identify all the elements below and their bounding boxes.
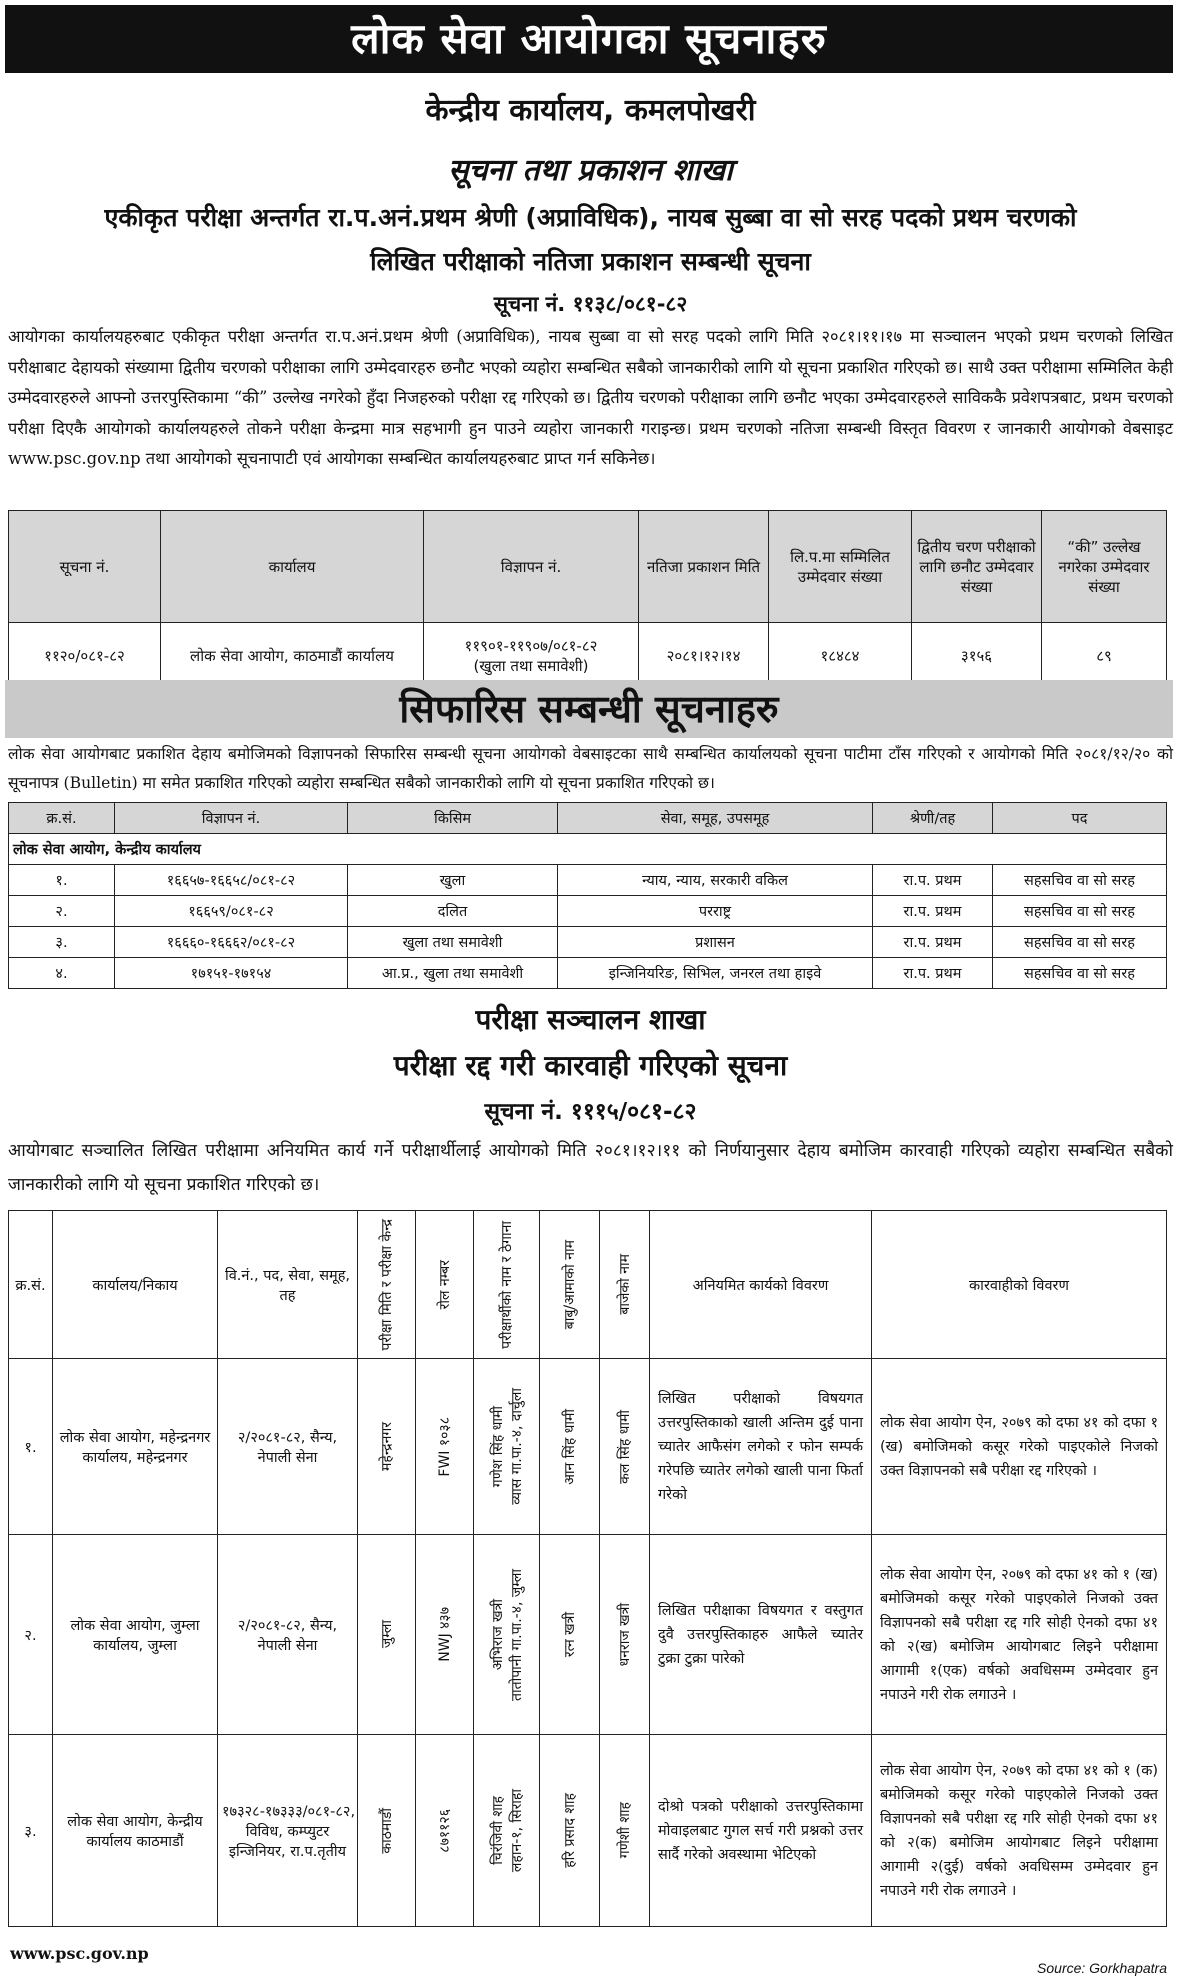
header-roll-text: रोल नम्बर [437,1259,453,1310]
cell-office: लोक सेवा आयोग, केन्द्रीय कार्यालय काठमाडौं [53,1735,218,1927]
header-advertisement: वि.नं., पद, सेवा, समूह, तह [218,1211,358,1359]
header-irregular: अनियमित कार्यको विवरण [650,1211,872,1359]
group-label: लोक सेवा आयोग, केन्द्रीय कार्यालय [9,834,1167,865]
parent-name: आन सिंह धामी [562,1408,578,1485]
cell-post: सहसचिव वा सो सरह [993,958,1167,989]
cell-irregular: दोश्रो पत्रको परीक्षाको उत्तरपुस्तिकामा मोवाइलबाट गुगल सर्च गरी प्रश्नको उत्तर सार्दै गरेको अवस्थामा भेटिएको [650,1735,872,1927]
cell-advertisement: २/२०८१-८२, सैन्य, नेपाली सेना [218,1359,358,1535]
cell-level: रा.प. प्रथम [873,896,993,927]
cell-selected: ३१५६ [912,623,1042,689]
cell-type: खुला तथा समावेशी [348,927,558,958]
header-participants: लि.प.मा सम्मिलित उम्मेदवार संख्या [769,511,912,623]
cell-irregular: लिखित परीक्षाको विषयगत उत्तरपुस्तिकाको खाली अन्तिम दुई पाना च्यातेर आफैसंग लगेको र फोन सम्पर्क गरेपछि च्यातेर लगेको खाली पाना फिर्ता गरेको [650,1359,872,1535]
banner-title: लोक सेवा आयोगका सूचनाहरु [5,5,1173,73]
recommendation-body: लोक सेवा आयोगबाट प्रकाशित देहाय बमोजिमको विज्ञापनको सिफारिस सम्बन्धी सूचना आयोगको वेबसाइटका साथै सम्बन्धित कार्यालयको सूचना पाटीमा टाँस गरिएको र आयोगको मिति २०८१/१२/२० को सूचनापत्र (Bulletin) मा समेत प्रकाशित गरिएको व्यहोरा सम्बन्धित सबैको जानकारीको लागि यो सूचना प्रकाशित गरिएको छ। [8,745,1173,792]
table-header-row [9,803,1167,834]
exam-branch-heading: परीक्षा सञ्चालन शाखा [475,1003,706,1036]
header-result-date: नतिजा प्रकाशन मिति [639,511,769,623]
exam-center: जुम्ला [379,1620,395,1649]
cell-notice-no: ११२०/०८१-८२ [9,623,161,689]
header-action: कारवाहीको विवरण [872,1211,1167,1359]
cell-office: लोक सेवा आयोग, जुम्ला कार्यालय, जुम्ला [53,1535,218,1735]
header-service-group: सेवा, समूह, उपसमूह [558,803,873,834]
table-row [9,958,1167,989]
advertisement-category: (खुला तथा समावेशी) [473,656,589,675]
roll-number: NWJ ४३७ [437,1607,453,1662]
table-row [9,927,1167,958]
cell-sn: १. [9,1359,53,1535]
cell-parent [540,1735,600,1927]
header-sn: क्र.सं. [9,1211,53,1359]
cell-office: लोक सेवा आयोग, काठमाडौं कार्यालय [161,623,424,689]
advertisement-range: ११९०१-११९०७/०८१-८२ [464,636,598,655]
cell-participants: १८४८४ [769,623,912,689]
cell-parent [540,1359,600,1535]
table-row [9,896,1167,927]
header-parent-text: बाबु/आमाको नाम [562,1239,578,1330]
grandparent-name: कल सिंह धामी [617,1409,633,1484]
cell-action: लोक सेवा आयोग ऐन, २०७९ को दफा ४१ को दफा १ (ख) बमोजिमको कसूर गरेको पाइएकोले निजको उक्त विज्ञापनको सबै परीक्षा रद्द गरिएको । [872,1359,1167,1535]
cell-service-group: प्रशासन [558,927,873,958]
cell-action: लोक सेवा आयोग ऐन, २०७९ को दफा ४१ को १ (ख) बमोजिमको कसूर गरेको पाइएकोले निजको उक्त विज्ञापनको सबै परीक्षा रद्द गरि सोही ऐनको दफा ४१ को २(ख) बमोजिम आयोगबाट लिइने परीक्षामा आगामी १(एक) वर्षको अवधिसम्म उम्मेदवार हुन नपाउने गरी रोक लगाउने । [872,1535,1167,1735]
exam-center: महेन्द्रनगर [379,1422,395,1471]
cell-candidate [474,1535,540,1735]
cell-level: रा.प. प्रथम [873,927,993,958]
cell-post: सहसचिव वा सो सरह [993,896,1167,927]
cell-type: आ.प्र., खुला तथा समावेशी [348,958,558,989]
header-selected: द्वितीय चरण परीक्षाको लागि छनौट उम्मेदवार संख्या [912,511,1042,623]
cell-post: सहसचिव वा सो सरह [993,927,1167,958]
header-advertisement-no: विज्ञापन नं. [424,511,639,623]
candidate-address: लहान-१, सिराहा [508,1788,525,1873]
header-office: कार्यालय/निकाय [53,1211,218,1359]
cell-exam-center [358,1735,416,1927]
header-type: किसिम [348,803,558,834]
cell-level: रा.प. प्रथम [873,958,993,989]
cell-office: लोक सेवा आयोग, महेन्द्रनगर कार्यालय, महेन्द्रनगर [53,1359,218,1535]
office-heading: केन्द्रीय कार्यालय, कमलपोखरी [425,93,756,128]
notice-heading-line2: लिखित परीक्षाको नतिजा प्रकाशन सम्बन्धी सूचना [370,247,811,276]
table-row [9,865,1167,896]
website-url: www.psc.gov.np [10,1944,149,1963]
notice-body: आयोगका कार्यालयहरुबाट एकीकृत परीक्षा अन्तर्गत रा.प.अनं.प्रथम श्रेणी (अप्राविधिक), नायब सुब्बा वा सो सरह पदको लागि मिति २०८१।११।१७ मा सञ्चालन भएको प्रथम चरणको लिखित परीक्षाबाट देहायको संख्यामा द्वितीय चरणको परीक्षाका लागि उम्मेदवारहरु छनौट भएको व्यहोरा सम्बन्धित सबैको जानकारीको लागि यो सूचना प्रकाशित गरिएको छ। साथै उक्त परीक्षामा सम्मिलित केही उम्मेदवारहरुले आफ्नो उत्तरपुस्तिकामा “की” उल्लेख नगरेको हुँदा निजहरुको परीक्षा रद्द गरिएको छ। द्वितीय चरणको परीक्षाका लागि छनौट भएका उम्मेदवारहरुले साविककै प्रवेशपत्रबाट, प्रथम चरणको परीक्षा दिएकै आयोगको कार्यालयहरुले तोकने परीक्षा केन्द्रमा मात्र सहभागी हुन पाउने व्यहोरा जानकारी गराइन्छ। प्रथम चरणको नतिजा सम्बन्धी विस्तृत विवरण र जानकारी आयोगको वेबसाइट www.psc.gov.np तथा आयोगको सूचनापाटी एवं आयोगका सम्बन्धित कार्यालयहरुबाट प्राप्त गर्न सकिनेछ। [8,327,1173,468]
cell-sn: ३. [9,927,115,958]
cell-advertisement-no: १६६५९/०८१-८२ [115,896,348,927]
header-advertisement-no: विज्ञापन नं. [115,803,348,834]
grandparent-name: गणेशी शाह [617,1802,633,1859]
candidate-name: चिरंजिवी शाह [489,1796,506,1865]
cell-grandparent [600,1535,650,1735]
cell-service-group: इन्जिनियरिङ, सिभिल, जनरल तथा हाइवे [558,958,873,989]
header-exam-center-text: परीक्षा मिति र परीक्षा केन्द्र [379,1218,395,1351]
cell-roll [416,1535,474,1735]
exam-center: काठमाडौं [379,1807,395,1854]
candidate-name: अभिराज खत्री [489,1598,506,1671]
cell-roll [416,1735,474,1927]
cell-sn: १. [9,865,115,896]
candidate-address: व्यास गा.पा.-४, दार्चुला [508,1388,525,1505]
recommendation-table [8,802,1167,989]
parent-name: हरि प्रसाद शाह [562,1793,578,1868]
cell-advertisement-no: १६६५७-१६६५८/०८१-८२ [115,865,348,896]
header-office: कार्यालय [161,511,424,623]
cell-irregular: लिखित परीक्षाका विषयगत र वस्तुगत दुवै उत्तरपुस्तिकाहरु आफैले च्यातेर टुक्रा टुक्रा पारेको [650,1535,872,1735]
cell-level: रा.प. प्रथम [873,865,993,896]
table-row [9,623,1167,689]
table-header-row [9,511,1167,623]
cell-service-group: परराष्ट्र [558,896,873,927]
cell-exam-center [358,1535,416,1735]
header-candidate-text: परीक्षार्थीको नाम र ठेगाना [499,1220,515,1349]
cell-result-date: २०८१।१२।१४ [639,623,769,689]
cell-parent [540,1535,600,1735]
parent-name: रत्न खत्री [562,1611,578,1658]
cell-sn: २. [9,896,115,927]
header-grandparent-text: बाजेको नाम [617,1254,633,1315]
source-credit: Source: Gorkhapatra [1037,1960,1167,1976]
table-header-row [9,1211,1167,1359]
cell-type: खुला [348,865,558,896]
cell-candidate [474,1359,540,1535]
table-row [9,1535,1167,1735]
cell-roll [416,1359,474,1535]
cell-exam-center [358,1359,416,1535]
cell-advertisement-no [424,623,639,689]
roll-number: FWI १०३८ [437,1416,453,1477]
grandparent-name: धनराज खत्री [617,1602,633,1667]
cell-type: दलित [348,896,558,927]
header-exam-center [358,1211,416,1359]
header-level: श्रेणी/तह [873,803,993,834]
header-no-key: “की” उल्लेख नगरेका उम्मेदवार संख्या [1042,511,1167,623]
cell-advertisement: १७३२८-१७३३३/०८१-८२, विविध, कम्प्युटर इन्जिनियर, रा.प.तृतीय [218,1735,358,1927]
cancellation-body: आयोगबाट सञ्चालित लिखित परीक्षामा अनियमित कार्य गर्ने परीक्षार्थीलाई आयोगको मिति २०८१।१२।११ को निर्णयानुसार देहाय बमोजिम कारवाही गरिएको व्यहोरा सम्बन्धित सबैको जानकारीको लागि यो सूचना प्रकाशित गरिएको छ। [8,1141,1173,1195]
cell-grandparent [600,1735,650,1927]
header-candidate [474,1211,540,1359]
header-grandparent [600,1211,650,1359]
candidate-name: गणेश सिंह धामी [489,1405,506,1488]
group-row [9,834,1167,865]
cell-service-group: न्याय, न्याय, सरकारी वकिल [558,865,873,896]
cell-sn: २. [9,1535,53,1735]
cell-sn: ३. [9,1735,53,1927]
cell-advertisement: २/२०८१-८२, सैन्य, नेपाली सेना [218,1535,358,1735]
notice-number: सूचना नं. ११३८/०८१-८२ [493,292,688,316]
recommendation-title: सिफारिस सम्बन्धी सूचनाहरु [5,680,1173,738]
branch-heading: सूचना तथा प्रकाशन शाखा [448,153,733,188]
header-sn: क्र.सं. [9,803,115,834]
cell-advertisement-no: १६६६०-१६६६२/०८१-८२ [115,927,348,958]
cell-advertisement-no: १७१५१-१७१५४ [115,958,348,989]
candidate-address: तातोपानी गा.पा.-४, जुम्ला [508,1568,525,1701]
cell-no-key: ८९ [1042,623,1167,689]
cancellation-table [8,1210,1167,1927]
header-post: पद [993,803,1167,834]
header-parent [540,1211,600,1359]
cancellation-number: सूचना नं. १११५/०८१-८२ [484,1099,697,1125]
header-notice-no: सूचना नं. [9,511,161,623]
cell-sn: ४. [9,958,115,989]
cancellation-heading: परीक्षा रद्द गरी कारवाही गरिएको सूचना [393,1049,788,1082]
roll-number: ८७११२६ [437,1808,453,1853]
cell-action: लोक सेवा आयोग ऐन, २०७९ को दफा ४१ को १ (क) बमोजिमको कसूर गरेको पाइएकोले निजको उक्त विज्ञापनको सबै परीक्षा रद्द गरि सोही ऐनको दफा ४१ को २(क) बमोजिम आयोगबाट लिइने परीक्षामा आगामी २(दुई) वर्षको अवधिसम्म उम्मेदवार हुन नपाउने गरी रोक लगाउने । [872,1735,1167,1927]
table-row [9,1359,1167,1535]
cell-post: सहसचिव वा सो सरह [993,865,1167,896]
header-roll [416,1211,474,1359]
table-row [9,1735,1167,1927]
cell-grandparent [600,1359,650,1535]
result-table [8,510,1167,689]
cell-candidate [474,1735,540,1927]
notice-heading-line1: एकीकृत परीक्षा अन्तर्गत रा.प.अनं.प्रथम श्रेणी (अप्राविधिक), नायब सुब्बा वा सो सरह पदको प्रथम चरणको [104,203,1077,232]
